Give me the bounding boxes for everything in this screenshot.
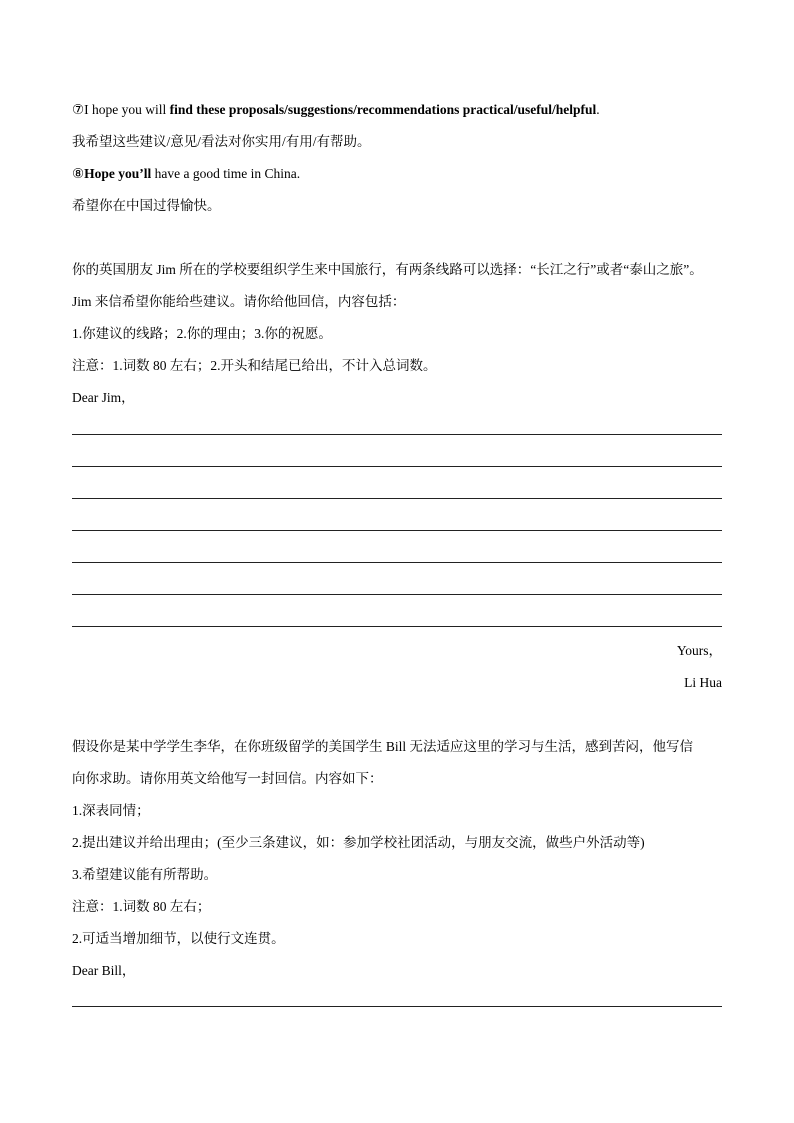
item-7-translation: 我希望这些建议/意见/看法对你实用/有用/有帮助。 [72, 134, 371, 149]
writing-line[interactable] [72, 498, 722, 499]
writing-line[interactable] [72, 562, 722, 563]
task1-notes: 注意：1.词数 80 左右；2.开头和结尾已给出，不计入总词数。 [72, 358, 437, 373]
task1-prompt-line2: Jim 来信希望你能给些建议。请你给他回信，内容包括： [72, 294, 406, 309]
task2-note-2: 2.可适当增加细节，以使行文连贯。 [72, 931, 285, 946]
task2-salutation: Dear Bill， [72, 963, 136, 978]
task1-salutation: Dear Jim， [72, 390, 135, 405]
task2-prompt-line2: 向你求助。请你用英文给他写一封回信。内容如下： [72, 771, 383, 786]
document-page [72, 0, 722, 1123]
item-7-pre: I hope you will [84, 102, 170, 117]
item-7-post: . [596, 102, 600, 117]
item-8-post: have a good time in China. [151, 166, 301, 181]
task1-signature: Li Hua [684, 675, 722, 690]
task2-req-2: 2.提出建议并给出理由；(至少三条建议，如：参加学校社团活动，与朋友交流，做些户外活动等) [72, 835, 645, 850]
writing-line[interactable] [72, 466, 722, 467]
writing-line[interactable] [72, 626, 722, 627]
sentence-item-8 [72, 165, 300, 183]
item-8-bold-phrase: Hope you’ll [84, 166, 152, 181]
sentence-item-7 [72, 101, 600, 119]
task2-req-1: 1.深表同情； [72, 803, 150, 818]
task1-closing: Yours， [676, 643, 722, 658]
item-7-bold-phrase: find these proposals/suggestions/recommendations practical/useful/helpful [169, 102, 597, 117]
writing-line[interactable] [72, 594, 722, 595]
task2-prompt-line1: 假设你是某中学学生李华，在你班级留学的美国学生 Bill 无法适应这里的学习与生活，感到苦闷，他写信 [72, 739, 694, 754]
task2-req-3: 3.希望建议能有所帮助。 [72, 867, 218, 882]
task2-note-1: 注意：1.词数 80 左右； [72, 899, 211, 914]
writing-line[interactable] [72, 434, 722, 435]
task1-prompt-line1: 你的英国朋友 Jim 所在的学校要组织学生来中国旅行，有两条线路可以选择：“长江之行”或者“泰山之旅”。 [72, 262, 703, 277]
writing-line[interactable] [72, 1006, 722, 1007]
item-8-translation: 希望你在中国过得愉快。 [72, 198, 221, 213]
item-8-marker: ⑧ [72, 166, 85, 181]
writing-line[interactable] [72, 530, 722, 531]
item-7-marker: ⑦ [72, 102, 85, 117]
task1-requirements: 1.你建议的线路；2.你的理由；3.你的祝愿。 [72, 326, 332, 341]
